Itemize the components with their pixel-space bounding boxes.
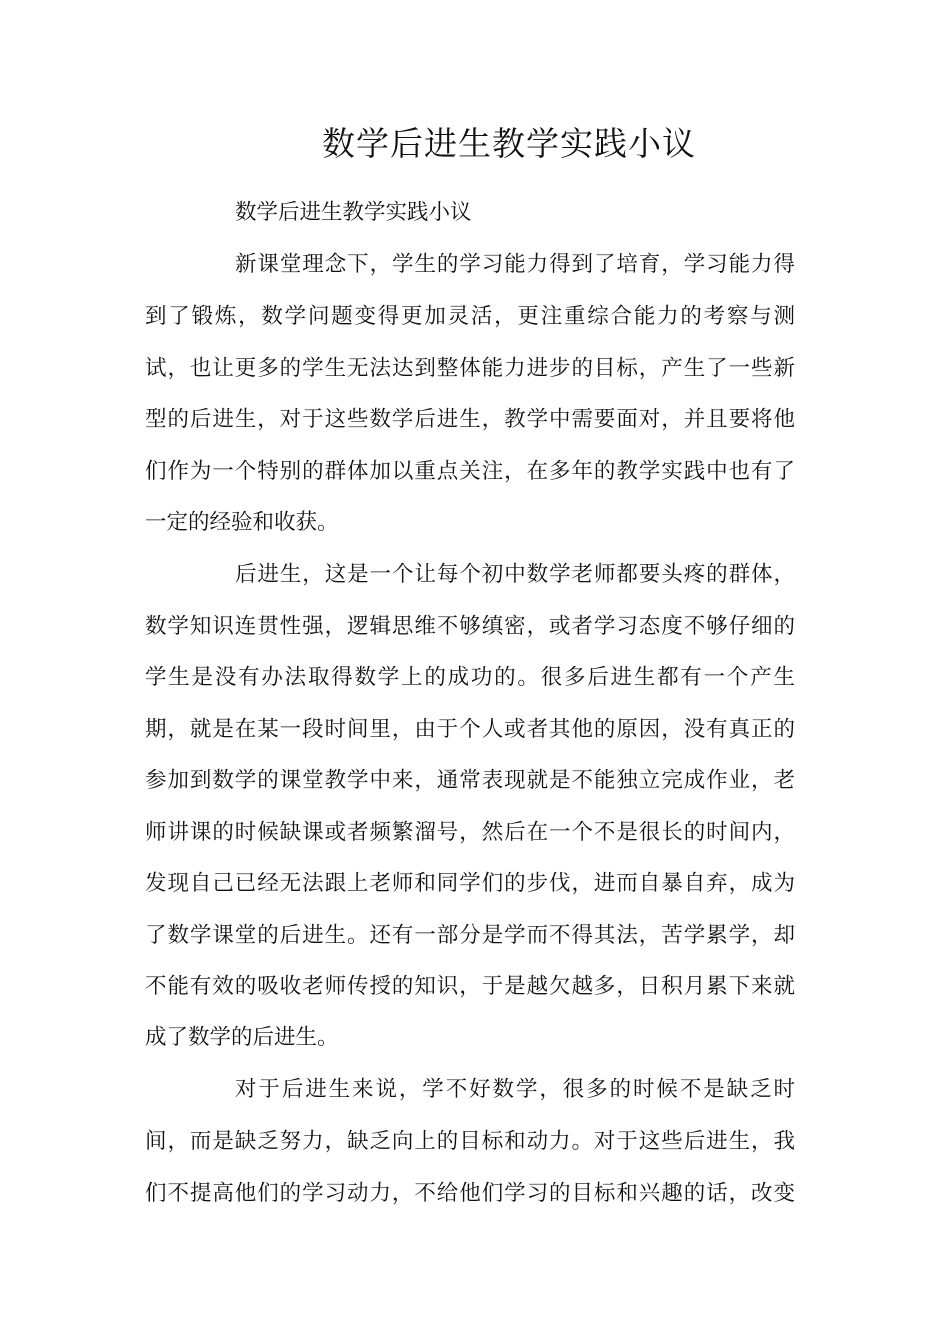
paragraph-line: 不能有效的吸收老师传授的知识，于是越欠越多，日积月累下来就 xyxy=(145,974,795,999)
paragraph-line: 到了锻炼，数学问题变得更加灵活，更注重综合能力的考察与测 xyxy=(145,304,795,329)
paragraph-line: 学生是没有办法取得数学上的成功的。很多后进生都有一个产生 xyxy=(145,665,795,690)
paragraph-line: 新课堂理念下，学生的学习能力得到了培育，学习能力得 xyxy=(235,252,795,277)
paragraph-line: 们作为一个特别的群体加以重点关注，在多年的教学实践中也有了 xyxy=(145,459,795,484)
paragraph-line: 参加到数学的课堂教学中来，通常表现就是不能独立完成作业，老 xyxy=(145,768,795,793)
paragraph-line: 后进生，这是一个让每个初中数学老师都要头疼的群体， xyxy=(235,562,795,587)
paragraph-line: 数学知识连贯性强，逻辑思维不够缜密，或者学习态度不够仔细的 xyxy=(145,614,795,639)
subtitle-line: 数学后进生教学实践小议 xyxy=(235,200,472,225)
document-title: 数学后进生教学实践小议 xyxy=(322,124,696,163)
paragraph-line: 成了数学的后进生。 xyxy=(145,1025,339,1050)
paragraph-line: 们不提高他们的学习动力，不给他们学习的目标和兴趣的话，改变 xyxy=(145,1181,795,1206)
paragraph-line: 对于后进生来说，学不好数学，很多的时候不是缺乏时 xyxy=(235,1077,795,1102)
paragraph-line: 了数学课堂的后进生。还有一部分是学而不得其法，苦学累学，却 xyxy=(145,923,795,948)
paragraph-line: 师讲课的时候缺课或者频繁溜号，然后在一个不是很长的时间内， xyxy=(145,820,795,845)
paragraph-line: 期，就是在某一段时间里，由于个人或者其他的原因，没有真正的 xyxy=(145,717,795,742)
paragraph-line: 发现自己已经无法跟上老师和同学们的步伐，进而自暴自弃，成为 xyxy=(145,871,795,896)
paragraph-line: 间，而是缺乏努力，缺乏向上的目标和动力。对于这些后进生，我 xyxy=(145,1129,795,1154)
paragraph-line: 试，也让更多的学生无法达到整体能力进步的目标，产生了一些新 xyxy=(145,356,795,381)
paragraph-line: 型的后进生，对于这些数学后进生，教学中需要面对，并且要将他 xyxy=(145,407,795,432)
paragraph-line: 一定的经验和收获。 xyxy=(145,510,339,535)
